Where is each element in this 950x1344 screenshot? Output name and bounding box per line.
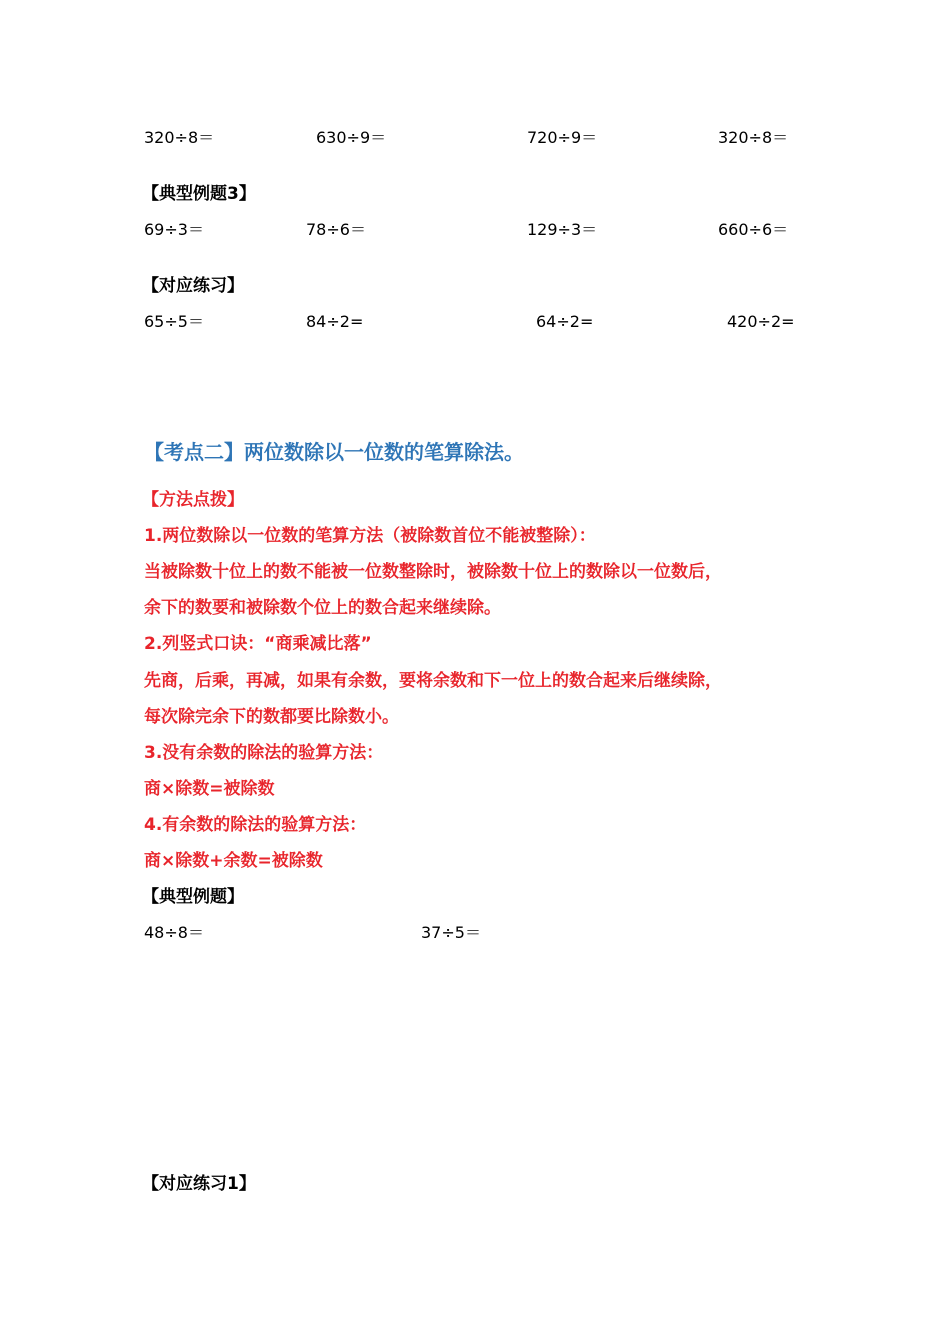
method-line-10: 商×除数+余数=被除数 — [144, 851, 323, 871]
expression-row1-2: 630÷9＝ — [316, 128, 387, 147]
method-line-4: 2.列竖式口诀：“商乘减比落” — [144, 634, 372, 654]
method-line-3: 余下的数要和被除数个位上的数合起来继续除。 — [144, 598, 501, 618]
expression-row1-1: 320÷8＝ — [144, 128, 215, 147]
section2-title: 【考点二】两位数除以一位数的笔算除法。 — [144, 440, 524, 464]
expression-row1-3: 720÷9＝ — [527, 128, 598, 147]
method-line-7: 3.没有余数的除法的验算方法： — [144, 743, 384, 763]
method-line-8: 商×除数=被除数 — [144, 779, 275, 799]
example3-label: 【典型例题3】 — [142, 184, 256, 204]
example3-expression-1: 69÷3＝ — [144, 220, 204, 239]
practice1-label: 【对应练习1】 — [142, 1174, 256, 1194]
example-expression-2: 37÷5＝ — [421, 923, 481, 942]
example-expression-1: 48÷8＝ — [144, 923, 204, 942]
method-line-9: 4.有余数的除法的验算方法： — [144, 815, 367, 835]
expression-row1-4: 320÷8＝ — [718, 128, 789, 147]
practice-label: 【对应练习】 — [142, 276, 244, 296]
example3-expression-3: 129÷3＝ — [527, 220, 598, 239]
method-label: 【方法点拨】 — [142, 490, 244, 510]
method-line-6: 每次除完余下的数都要比除数小。 — [144, 707, 399, 727]
practice-expression-1: 65÷5＝ — [144, 312, 204, 331]
example3-expression-4: 660÷6＝ — [718, 220, 789, 239]
example3-expression-2: 78÷6＝ — [306, 220, 366, 239]
method-line-5: 先商，后乘，再减，如果有余数，要将余数和下一位上的数合起来后继续除， — [144, 671, 722, 691]
practice-expression-2: 84÷2= — [306, 312, 364, 331]
practice-expression-3: 64÷2= — [536, 312, 594, 331]
method-line-1: 1.两位数除以一位数的笔算方法（被除数首位不能被整除）： — [144, 526, 596, 546]
example-label: 【典型例题】 — [142, 887, 244, 907]
method-line-2: 当被除数十位上的数不能被一位数整除时，被除数十位上的数除以一位数后， — [144, 562, 722, 582]
practice-expression-4: 420÷2= — [727, 312, 795, 331]
